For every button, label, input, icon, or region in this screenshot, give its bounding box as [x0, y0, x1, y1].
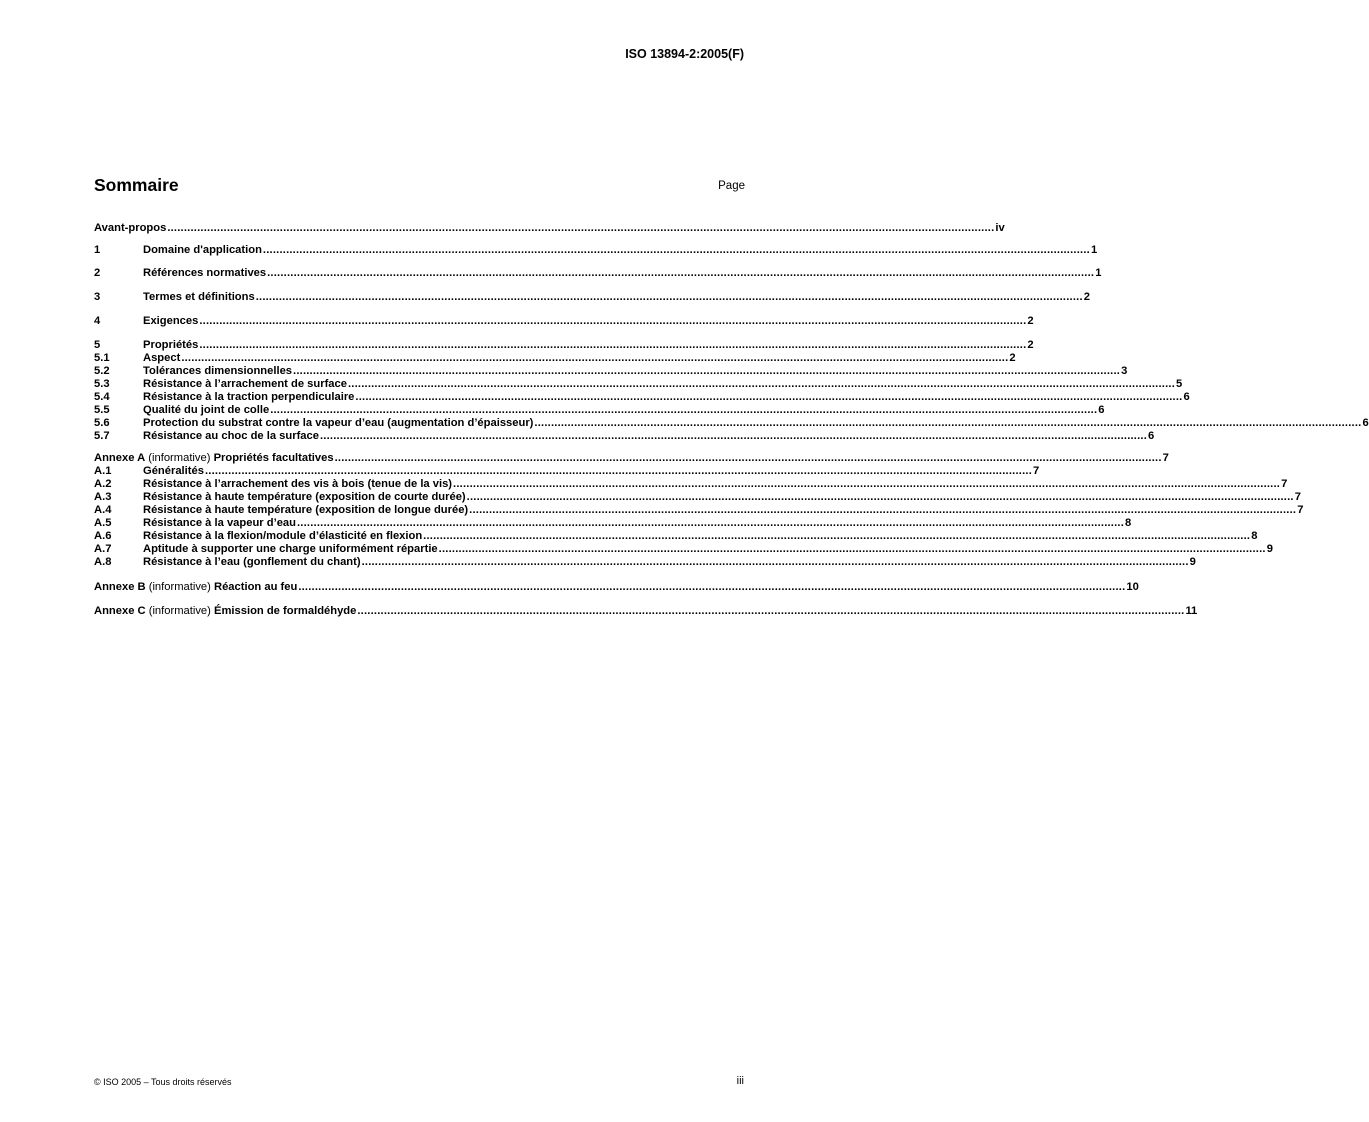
toc-entry[interactable]: 5.2 Tolérances dimensionnelles .......................................................................................................................................................................................................................................................... 3	[94, 365, 1128, 377]
toc-entry[interactable]: A.4 Résistance à haute température (exposition de longue durée) .......................................................................................................................................................................................................................................................... 7	[94, 504, 1304, 516]
toc-entry[interactable]: 1 Domaine d'application .......................................................................................................................................................................................................................................................... 1	[94, 244, 1098, 256]
toc-heading	[94, 175, 745, 199]
toc-entry-annex-b[interactable]: Annexe B (informative) Réaction au feu .......................................................................................................................................................................................................................................................... 10	[94, 581, 1139, 593]
document-id: ISO 13894-2:2005(F)	[625, 47, 744, 61]
page-number: iii	[736, 1075, 744, 1087]
page-column-label: Page	[718, 180, 745, 192]
toc-entry-annex-a[interactable]: Annexe A (informative) Propriétés facultatives .......................................................................................................................................................................................................................................................... 7	[94, 452, 1169, 464]
toc-entry[interactable]: 5.6 Protection du substrat contre la vapeur d’eau (augmentation d’épaisseur) .......................................................................................................................................................................................................................................................... 6	[94, 417, 1369, 429]
toc-entry[interactable]: A.1 Généralités .......................................................................................................................................................................................................................................................... 7	[94, 465, 1040, 477]
page-title: Sommaire	[94, 175, 179, 195]
toc-entry[interactable]: 5.1 Aspect .......................................................................................................................................................................................................................................................... 2	[94, 352, 1016, 364]
toc-entry[interactable]: A.3 Résistance à haute température (exposition de courte durée) .......................................................................................................................................................................................................................................................... 7	[94, 491, 1301, 503]
toc-entry[interactable]: 5.5 Qualité du joint de colle .......................................................................................................................................................................................................................................................... 6	[94, 404, 1105, 416]
toc-entry[interactable]: A.5 Résistance à la vapeur d’eau .......................................................................................................................................................................................................................................................... 8	[94, 517, 1132, 529]
toc-entry[interactable]: 5.3 Résistance à l’arrachement de surface .......................................................................................................................................................................................................................................................... 5	[94, 378, 1183, 390]
toc-entry[interactable]: 5.4 Résistance à la traction perpendiculaire .......................................................................................................................................................................................................................................................... 6	[94, 391, 1190, 403]
toc-entry-annex-c[interactable]: Annexe C (informative) Émission de formaldéhyde .......................................................................................................................................................................................................................................................... 11	[94, 605, 1198, 617]
toc-entry[interactable]: A.2 Résistance à l’arrachement des vis à bois (tenue de la vis) .......................................................................................................................................................................................................................................................... 7	[94, 478, 1288, 490]
toc-entry[interactable]: A.8 Résistance à l’eau (gonflement du chant) .......................................................................................................................................................................................................................................................... 9	[94, 556, 1196, 568]
toc-entry-foreword[interactable]: Avant-propos .......................................................................................................................................................................................................................................................... iv	[94, 222, 1005, 234]
toc-entry[interactable]: A.6 Résistance à la flexion/module d’élasticité en flexion .......................................................................................................................................................................................................................................................... 8	[94, 530, 1258, 542]
toc-entry[interactable]: 4 Exigences .......................................................................................................................................................................................................................................................... 2	[94, 315, 1034, 327]
table-of-contents	[94, 222, 1369, 618]
copyright-notice: © ISO 2005 – Tous droits réservés	[94, 1077, 232, 1087]
toc-entry[interactable]: 3 Termes et définitions .......................................................................................................................................................................................................................................................... 2	[94, 291, 1090, 303]
toc-entry[interactable]: 5.7 Résistance au choc de la surface .......................................................................................................................................................................................................................................................... 6	[94, 430, 1155, 442]
toc-entry[interactable]: 5 Propriétés .......................................................................................................................................................................................................................................................... 2	[94, 339, 1034, 351]
toc-entry[interactable]: A.7 Aptitude à supporter une charge uniformément répartie .......................................................................................................................................................................................................................................................... 9	[94, 543, 1273, 555]
toc-entry[interactable]: 2 Références normatives .......................................................................................................................................................................................................................................................... 1	[94, 267, 1102, 279]
